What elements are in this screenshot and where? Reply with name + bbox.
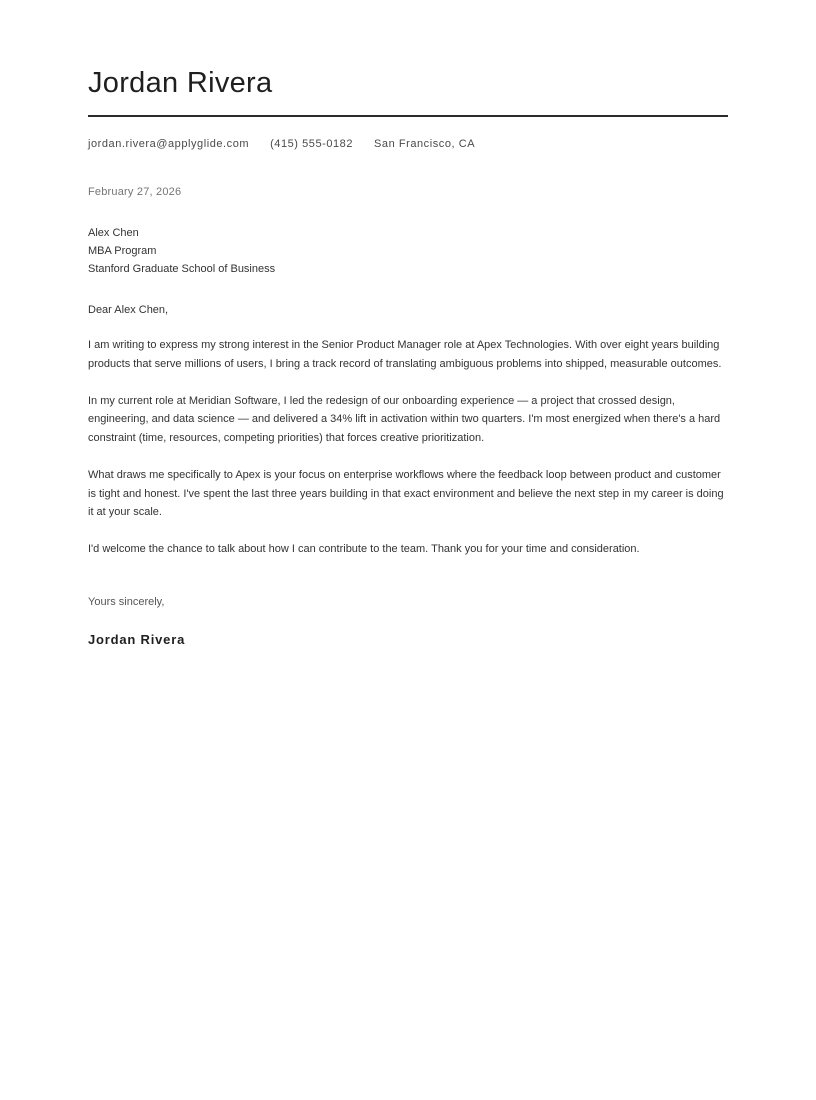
- signature-name: Jordan Rivera: [88, 631, 186, 647]
- contact-phone: (415) 555-0182: [270, 137, 354, 150]
- body-paragraph-intro: I am writing to express my strong interest in the Senior Product Manager role at Apex Technologies. With over eight years building products that serve millions of users, I bring a track record of translating ambiguous problems into shipped, measurable outcomes.: [88, 339, 722, 370]
- body-paragraph-experience: In my current role at Meridian Software, I led the redesign of our onboarding experience — a project that crossed design, engineering, and data science — and delivered a 34% lift in activation within two quarters. I'm most energized when there's a hard constraint (time, resources, competing priorities) that forces creative prioritization.: [88, 394, 721, 444]
- recipient-school: Stanford Graduate School of Business: [88, 262, 276, 275]
- contact-email: jordan.rivera@applyglide.com: [88, 137, 250, 150]
- page-title: Jordan Rivera: [88, 67, 273, 99]
- recipient-program: MBA Program: [88, 244, 157, 257]
- body-paragraph-thanks: I'd welcome the chance to talk about how I can contribute to the team. Thank you for your time and consideration.: [88, 543, 640, 556]
- closing-line: Yours sincerely,: [88, 595, 165, 608]
- recipient-name: Alex Chen: [88, 226, 139, 239]
- body-paragraph-motivation: What draws me specifically to Apex is your focus on enterprise workflows where the feedback loop between product and customer is tight and honest. I've spent the last three years building in that exact environment and believe the next step in my career is doing it at your scale.: [88, 469, 724, 519]
- letter-date: February 27, 2026: [88, 185, 182, 198]
- recipient-block: [88, 224, 728, 278]
- letter-header: [88, 66, 728, 151]
- salutation: Dear Alex Chen,: [88, 303, 169, 316]
- contact-location: San Francisco, CA: [374, 137, 476, 150]
- header-divider: [88, 115, 728, 117]
- contact-row: [88, 138, 728, 151]
